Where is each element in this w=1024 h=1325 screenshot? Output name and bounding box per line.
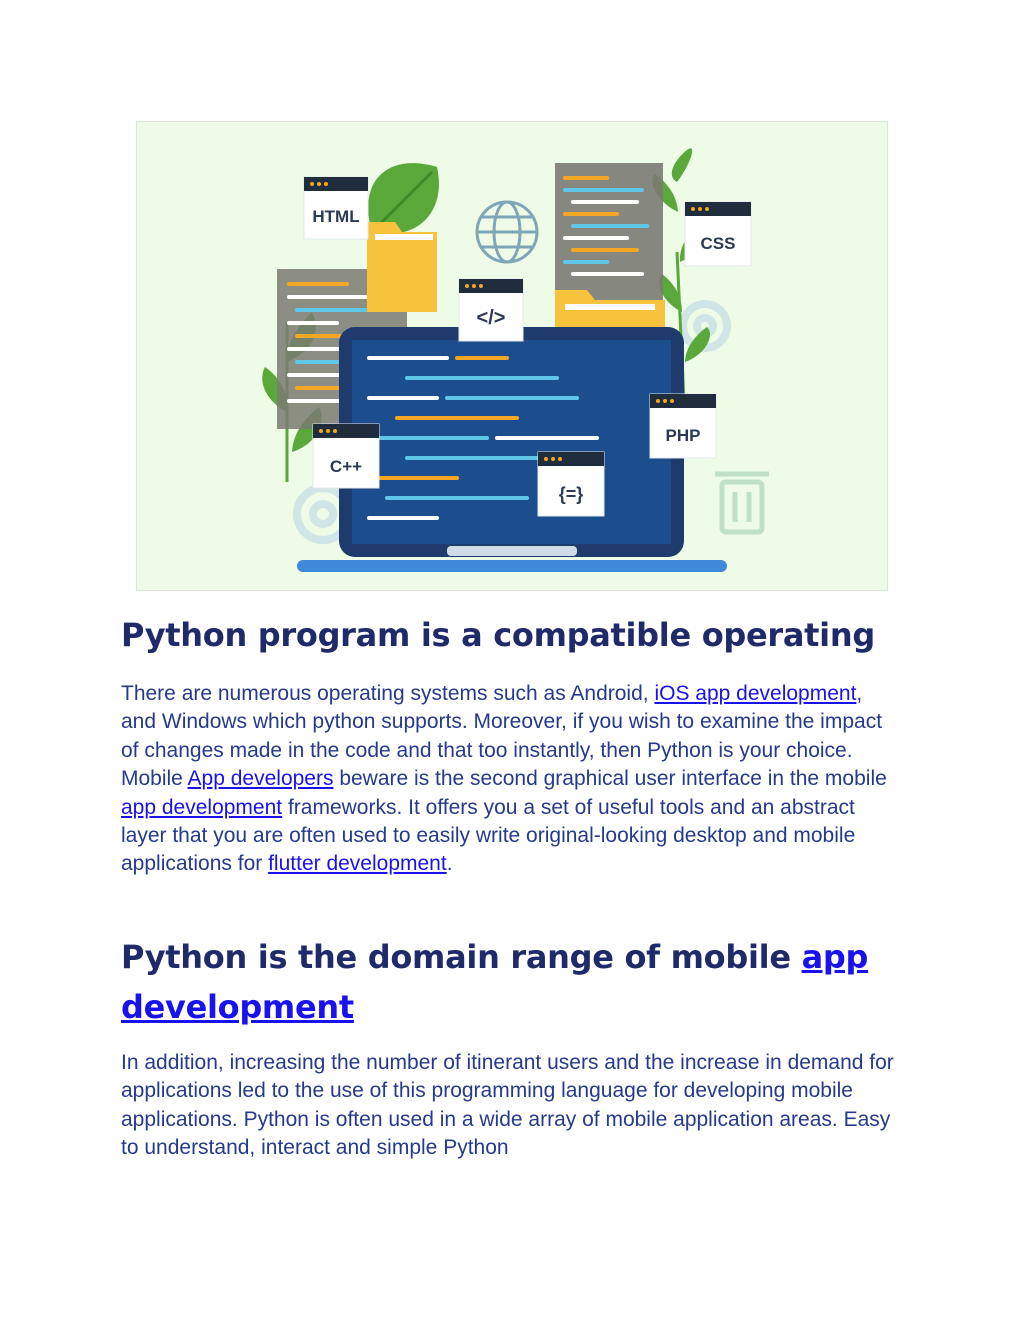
css-window <box>685 202 751 266</box>
svg-text:HTML: HTML <box>312 207 360 226</box>
svg-text:CSS: CSS <box>700 234 736 253</box>
svg-text:PHP: PHP <box>665 426 701 445</box>
braces-window <box>538 452 604 516</box>
html-window <box>304 177 368 239</box>
code-panel-right <box>555 163 663 311</box>
svg-text:</>: </> <box>476 307 506 329</box>
flutter-development-link[interactable]: flutter development <box>268 852 447 876</box>
hero-illustration <box>136 121 888 591</box>
section2-paragraph: In addition, increasing the number of itinerant users and the increase in demand for applications led to the use of this programming language for developing mobile applications. Python is often used in a wide array of mobile application areas. Easy to understand, interact and simple Python <box>121 1051 894 1160</box>
ios-app-development-link[interactable]: iOS app development <box>654 682 857 705</box>
section2-heading: Python is the domain range of mobile app development <box>121 938 869 1026</box>
programming-illustration <box>137 122 888 591</box>
app-development-link[interactable]: app development <box>121 795 283 819</box>
section1-heading: Python program is a compatible operating <box>121 616 875 654</box>
cpp-window <box>313 424 379 488</box>
svg-text:{=}: {=} <box>558 484 584 504</box>
globe-icon <box>477 202 537 262</box>
app-developers-link[interactable]: App developers <box>187 767 334 791</box>
trash-icon <box>715 474 769 532</box>
php-window <box>650 394 716 458</box>
heading-app-development-link[interactable]: app development <box>121 938 869 1026</box>
section1-paragraph: There are numerous operating systems such as Android, iOS app development, and Windows which python supports. Moreover, if you wish to examine the impact of changes made in the code and that too instantly, then Python is your choice. Mobile App developers beware is the second graphical user interface in the mobile app development frameworks. It offers you a set of useful tools and an abstract layer that you are often used to easily write original-looking desktop and mobile applications for flutter development. <box>121 682 887 876</box>
code-tag-window <box>459 279 523 341</box>
svg-text:C++: C++ <box>329 457 363 476</box>
